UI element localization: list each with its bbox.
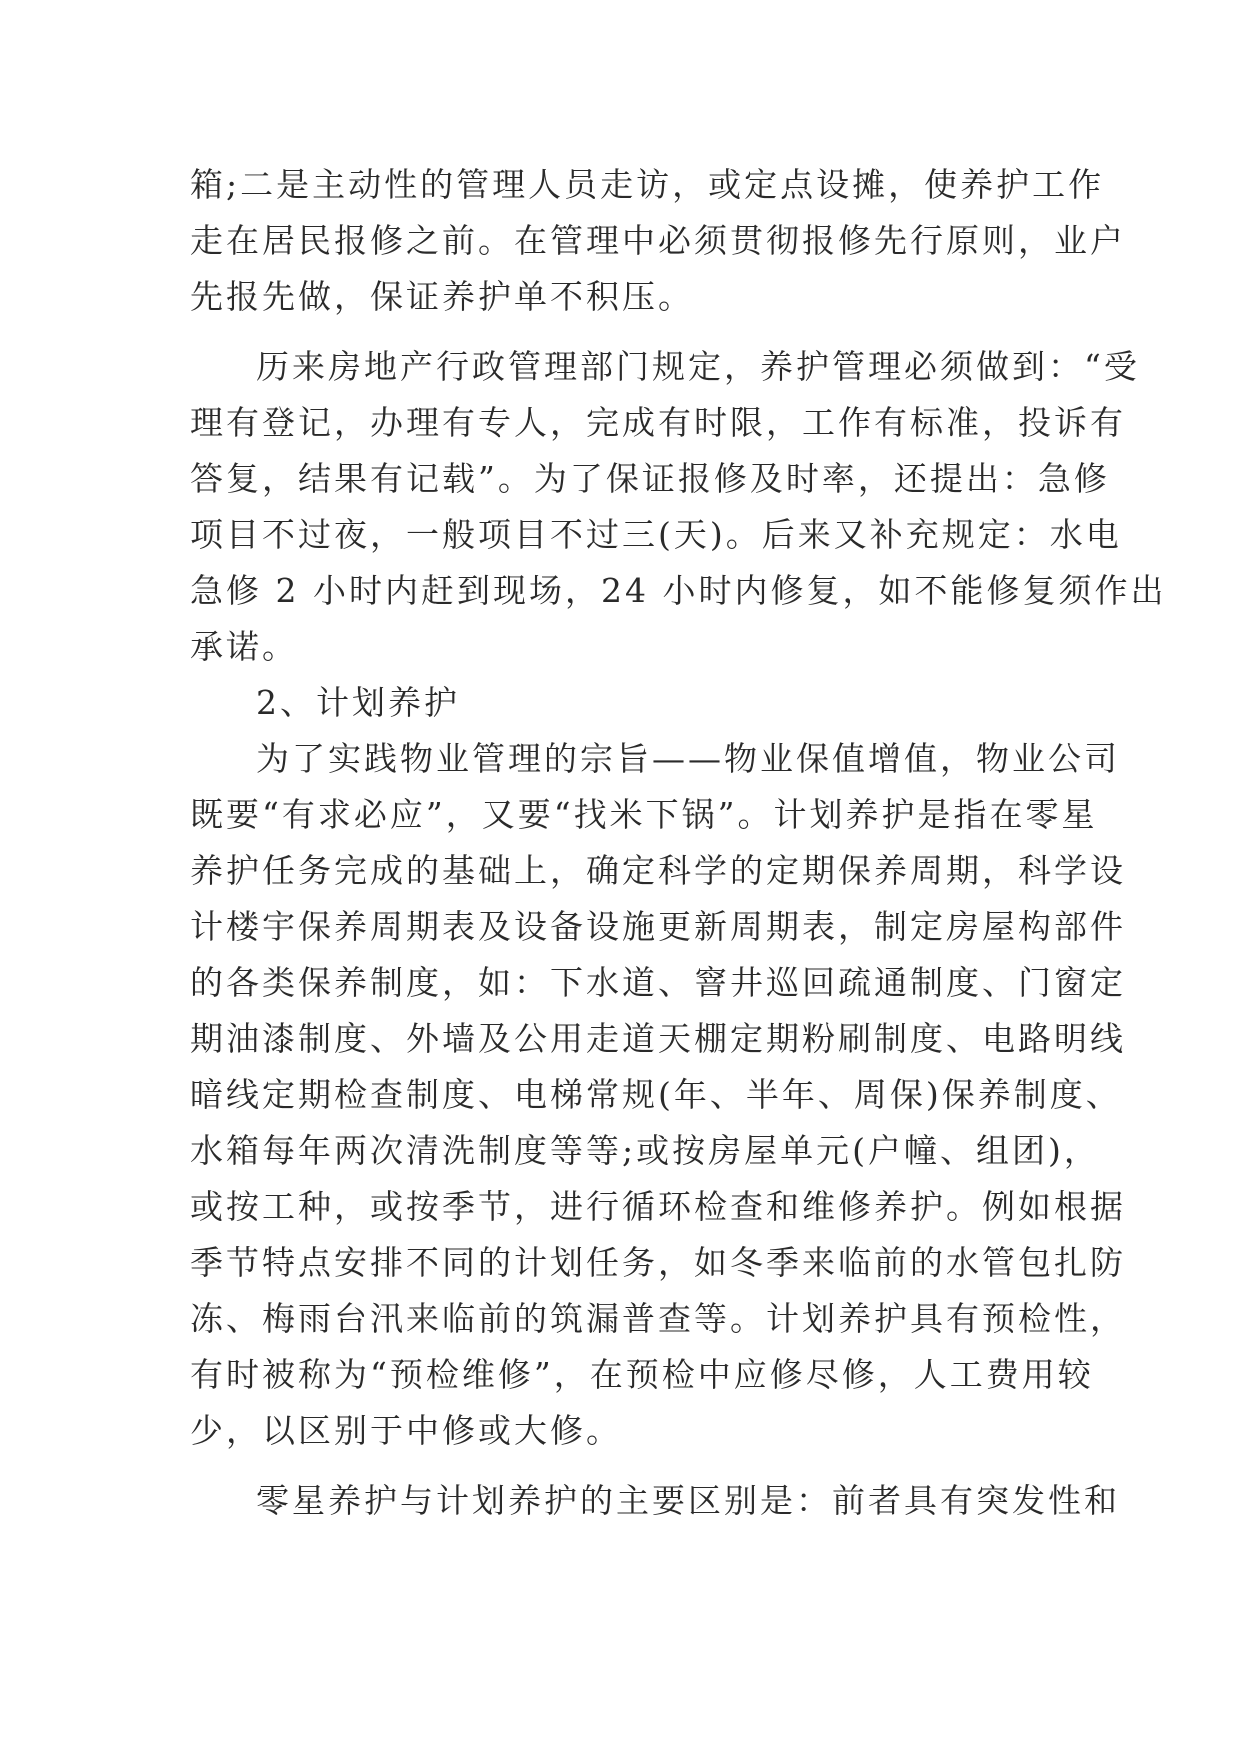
text-line: 答复，结果有记载”。为了保证报修及时率，还提出：急修 xyxy=(190,459,1110,498)
text-line: 箱;二是主动性的管理人员走访，或定点设摊，使养护工作 xyxy=(190,165,1105,204)
text-line: 冻、梅雨台汛来临前的筑漏普查等。计划养护具有预检性， xyxy=(190,1299,1126,1338)
text-line: 少，以区别于中修或大修。 xyxy=(190,1411,622,1450)
text-line: 季节特点安排不同的计划任务，如冬季来临前的水管包扎防 xyxy=(190,1243,1126,1282)
text-line: 零星养护与计划养护的主要区别是：前者具有突发性和 xyxy=(256,1481,1120,1520)
text-line: 的各类保养制度，如：下水道、窨井巡回疏通制度、门窗定 xyxy=(190,963,1126,1002)
text-line: 暗线定期检查制度、电梯常规(年、半年、周保)保养制度、 xyxy=(190,1075,1122,1114)
text-line: 急修 2 小时内赶到现场，24 小时内修复，如不能修复须作出 xyxy=(190,571,1167,610)
text-line: 项目不过夜，一般项目不过三(天)。后来又补充规定：水电 xyxy=(190,515,1122,554)
text-line: 养护任务完成的基础上，确定科学的定期保养周期，科学设 xyxy=(190,851,1126,890)
section-heading-text: 2、计划养护 xyxy=(256,683,460,722)
text-line: 既要“有求必应”，又要“找米下锅”。计划养护是指在零星 xyxy=(190,795,1098,834)
text-line: 计楼宇保养周期表及设备设施更新周期表，制定房屋构部件 xyxy=(190,907,1126,946)
document-body xyxy=(190,157,1167,1529)
text-line: 水箱每年两次清洗制度等等;或按房屋单元(户幢、组团)， xyxy=(190,1131,1100,1170)
text-line: 走在居民报修之前。在管理中必须贯彻报修先行原则，业户 xyxy=(190,221,1126,260)
text-line: 期油漆制度、外墙及公用走道天棚定期粉刷制度、电路明线 xyxy=(190,1019,1126,1058)
text-line: 或按工种，或按季节，进行循环检查和维修养护。例如根据 xyxy=(190,1187,1126,1226)
paragraph-1 xyxy=(190,157,1126,325)
text-line: 有时被称为“预检维修”，在预检中应修尽修，人工费用较 xyxy=(190,1355,1094,1394)
text-line: 理有登记，办理有专人，完成有时限，工作有标准，投诉有 xyxy=(190,403,1126,442)
paragraph-4 xyxy=(190,1473,1120,1529)
section-heading xyxy=(190,675,1070,731)
text-line: 历来房地产行政管理部门规定，养护管理必须做到：“受 xyxy=(256,347,1140,386)
text-line: 先报先做，保证养护单不积压。 xyxy=(190,277,694,316)
text-line: 承诺。 xyxy=(190,627,298,666)
paragraph-3 xyxy=(190,731,1126,1459)
text-line: 为了实践物业管理的宗旨——物业保值增值，物业公司 xyxy=(256,739,1120,778)
paragraph-2 xyxy=(190,339,1167,675)
